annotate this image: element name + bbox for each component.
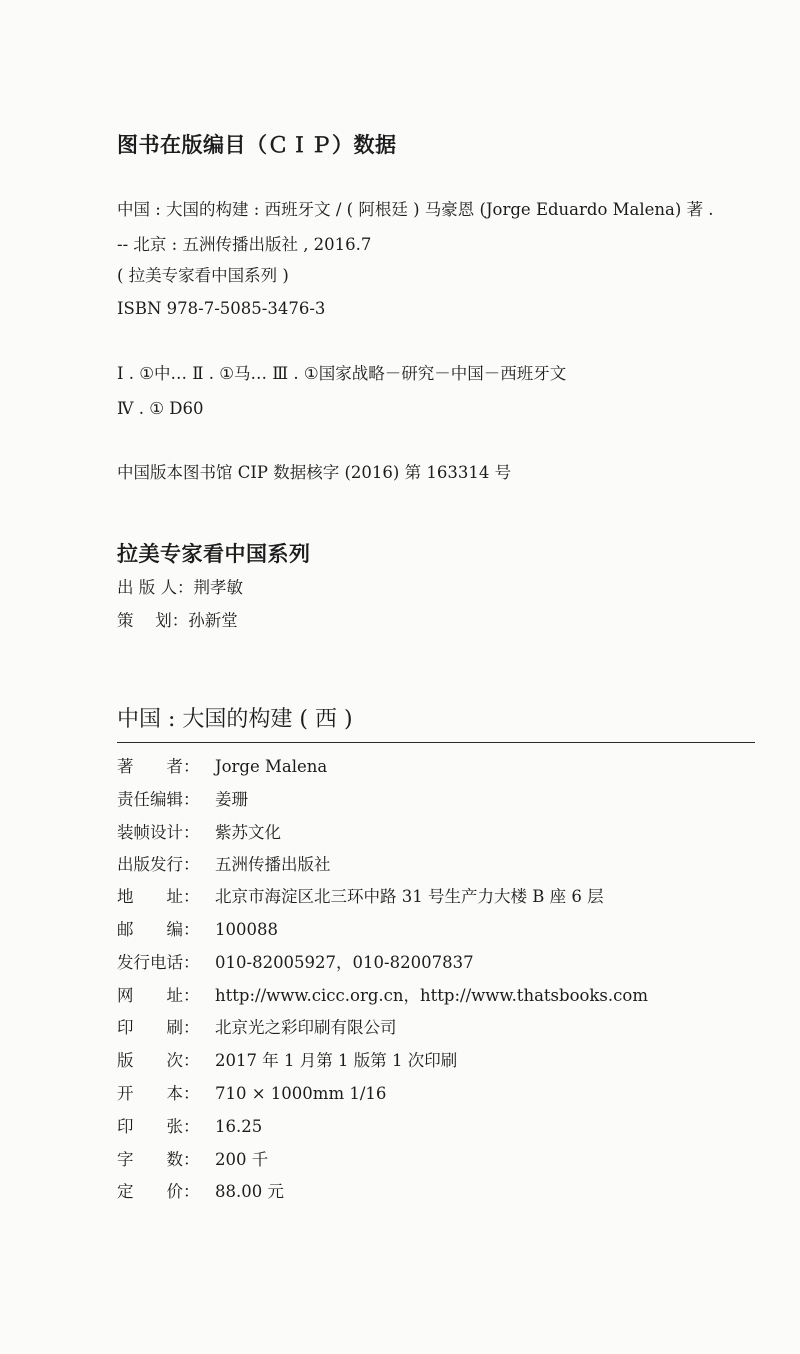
info-row-distribution — [117, 857, 331, 874]
info-label: 印 张： — [117, 1117, 200, 1136]
cip-line-classification: Ⅳ . ① D60 — [117, 399, 204, 418]
cip-line-subjects: Ⅰ . ①中… Ⅱ . ①马… Ⅲ . ①国家战略－研究－中国－西班牙文 — [117, 364, 567, 383]
series-publisher: 出 版 人：荆孝敏 — [117, 578, 243, 597]
cip-line-isbn: ISBN 978-7-5085-3476-3 — [117, 299, 326, 318]
cip-line-publisher: -- 北京 : 五洲传播出版社 , 2016.7 — [117, 235, 372, 254]
info-label: 著 者： — [117, 757, 200, 776]
book-title: 中国 : 大国的构建 ( 西 ) — [117, 707, 353, 732]
info-value: http://www.cicc.org.cn，http://www.thatsbooks.com — [215, 986, 648, 1005]
info-row-sheets — [117, 1119, 262, 1136]
info-label: 开 本： — [117, 1084, 200, 1103]
info-label: 发行电话： — [117, 953, 200, 972]
info-row-postcode — [117, 922, 278, 939]
info-label: 地 址： — [117, 887, 200, 906]
series-planner: 策 划：孙新堂 — [117, 611, 238, 630]
info-value: 紫苏文化 — [215, 823, 281, 842]
info-value: 200 千 — [215, 1150, 269, 1169]
info-label: 定 价： — [117, 1182, 200, 1201]
info-label: 责任编辑： — [117, 790, 200, 809]
info-row-printer — [117, 1020, 397, 1037]
info-value: 100088 — [215, 920, 278, 939]
info-row-author — [117, 759, 327, 776]
info-row-address — [117, 889, 604, 906]
info-value: Jorge Malena — [215, 757, 328, 776]
info-row-word-count — [117, 1152, 268, 1169]
info-label: 装帧设计： — [117, 823, 200, 842]
info-row-website — [117, 988, 648, 1005]
info-label: 版 次： — [117, 1051, 200, 1070]
info-label: 出版发行： — [117, 855, 200, 874]
info-row-editor — [117, 792, 248, 809]
info-value: 姜珊 — [215, 790, 248, 809]
info-value: 16.25 — [215, 1117, 263, 1136]
series-title: 拉美专家看中国系列 — [117, 541, 311, 566]
info-row-design — [117, 825, 281, 842]
info-label: 邮 编： — [117, 920, 200, 939]
cip-line-title-author: 中国 : 大国的构建 : 西班牙文 / ( 阿根廷 ) 马豪恩 (Jorge Eduardo Malena) 著 . — [117, 200, 714, 219]
title-divider — [117, 742, 755, 743]
info-row-price — [117, 1184, 284, 1201]
info-label: 字 数： — [117, 1150, 200, 1169]
info-value: 710 × 1000mm 1/16 — [215, 1084, 387, 1103]
info-row-edition — [117, 1053, 457, 1070]
info-value: 88.00 元 — [215, 1182, 284, 1201]
info-row-format — [117, 1086, 386, 1103]
info-value: 五洲传播出版社 — [215, 855, 331, 874]
cip-line-record-number: 中国版本图书馆 CIP 数据核字 (2016) 第 163314 号 — [117, 463, 512, 482]
info-label: 网 址： — [117, 986, 200, 1005]
info-label: 印 刷： — [117, 1018, 200, 1037]
info-row-phone — [117, 955, 474, 972]
cip-heading: 图书在版编目（ＣＩＰ）数据 — [117, 133, 397, 157]
info-value: 010-82005927，010-82007837 — [215, 953, 474, 972]
info-value: 2017 年 1 月第 1 版第 1 次印刷 — [215, 1051, 458, 1070]
info-value: 北京市海淀区北三环中路 31 号生产力大楼 B 座 6 层 — [215, 887, 604, 906]
info-value: 北京光之彩印刷有限公司 — [215, 1018, 397, 1037]
cip-line-series: ( 拉美专家看中国系列 ) — [117, 266, 289, 285]
